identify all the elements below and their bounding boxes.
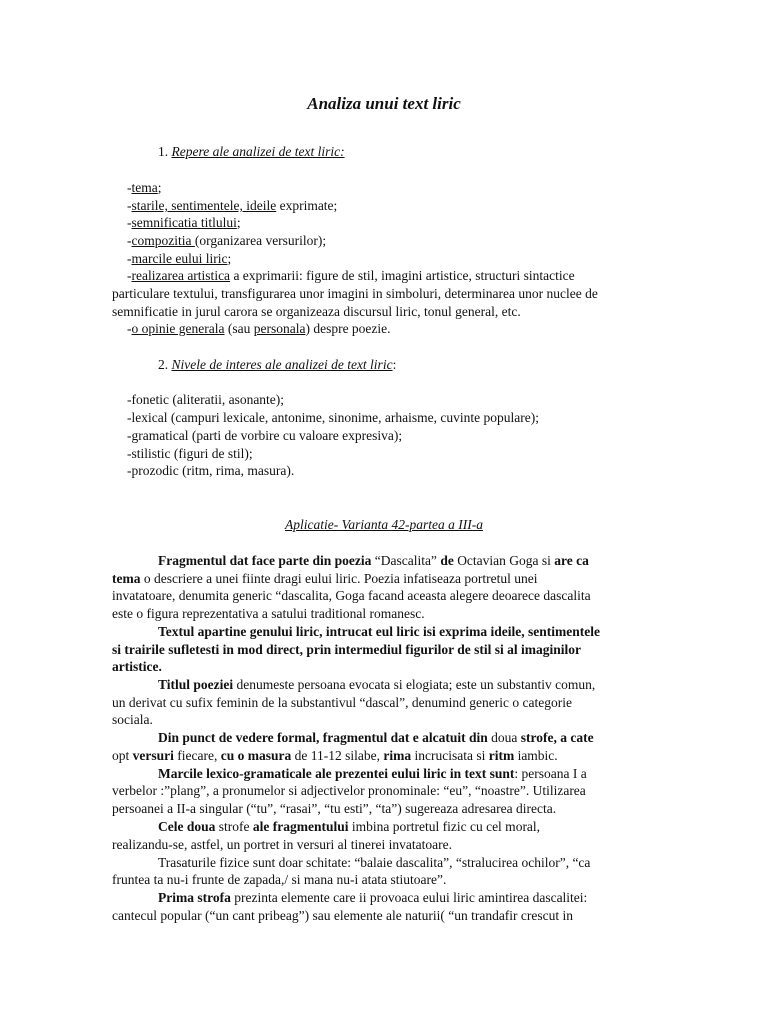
list-item: -tema; <box>127 180 162 195</box>
paragraph-line: Din punct de vedere formal, fragmentul dat e alcatuit din doua strofe, a cate <box>158 730 594 745</box>
paragraph-line: realizandu-se, astfel, un portret in versuri al tinerei invatatoare. <box>112 837 452 852</box>
paragraph-line: cantecul popular (“un cant pribeag”) sau elemente ale naturii( “un trandafir crescut in <box>112 908 574 923</box>
list-item: -stilistic (figuri de stil); <box>127 446 253 461</box>
paragraph-line: invatatoare, denumita generic “dascalita, Goga facand aceasta alegere deoarece dascalita <box>112 588 591 603</box>
list-item: -lexical (campuri lexicale, antonime, sinonime, arhaisme, cuvinte populare); <box>127 410 539 425</box>
section-2-heading: 2. Nivele de interes ale analizei de text liric: <box>158 357 397 372</box>
list-item: -marcile eului liric; <box>127 251 232 266</box>
list-item: -gramatical (parti de vorbire cu valoare expresiva); <box>127 428 403 443</box>
list-item: -compozitia (organizarea versurilor); <box>127 233 327 248</box>
paragraph-line: Fragmentul dat face parte din poezia “Dascalita” de Octavian Goga si are ca <box>158 553 589 568</box>
paragraph-line: un derivat cu sufix feminin de la substantivul “dascal”, denumind generic o categorie <box>112 695 572 710</box>
list-item-continuation: particulare textului, transfigurarea unor imagini in simboluri, determinarea unor nuclee de <box>112 286 598 301</box>
paragraph-line: Cele doua strofe ale fragmentului imbina portretul fizic cu cel moral, <box>158 819 541 834</box>
section-1-heading: 1. Repere ale analizei de text liric: <box>158 144 345 159</box>
paragraph-line: artistice. <box>112 659 162 674</box>
list-item: -starile, sentimentele, ideile exprimate; <box>127 198 338 213</box>
paragraph-line: Marcile lexico-gramaticale ale prezentei eului liric in text sunt: persoana I a <box>158 766 587 781</box>
paragraph-line: opt versuri fiecare, cu o masura de 11-12 silabe, rima incrucisata si ritm iambic. <box>112 748 558 763</box>
list-item: -fonetic (aliteratii, asonante); <box>127 392 285 407</box>
list-item: -semnificatia titlului; <box>127 215 241 230</box>
application-heading: Aplicatie- Varianta 42-partea a III-a <box>285 517 483 532</box>
paragraph-line: fruntea ta nu-i frunte de zapada,/ si mana nu-i atata stiutoare”. <box>112 872 447 887</box>
paragraph-line: persoanei a II-a singular (“tu”, “rasai”, “tu esti”, “ta”) sugereaza adresarea directa. <box>112 801 557 816</box>
paragraph-line: Titlul poeziei denumeste persoana evocata si elogiata; este un substantiv comun, <box>158 677 596 692</box>
paragraph-line: Trasaturile fizice sunt doar schitate: “balaie dascalita”, “stralucirea ochilor”, “ca <box>158 855 591 870</box>
paragraph-line: verbelor :”plang”, a pronumelor si adjectivelor pronominale: “eu”, “noastre”. Utilizarea <box>112 783 586 798</box>
list-item: -realizarea artistica a exprimarii: figure de stil, imagini artistice, structuri sintactice <box>127 268 575 283</box>
paragraph-line: este o figura reprezentativa a satului traditional romanesc. <box>112 606 425 621</box>
list-item: -o opinie generala (sau personala) despre poezie. <box>127 321 391 336</box>
list-item-continuation: semnificatie in jurul carora se organizeaza discursul liric, tonul general, etc. <box>112 304 521 319</box>
paragraph-line: si trairile sufletesti in mod direct, prin intermediul figurilor de stil si al imaginilor <box>112 642 581 657</box>
paragraph-line: sociala. <box>112 712 153 727</box>
paragraph-line: Prima strofa prezinta elemente care ii provoaca eului liric amintirea dascalitei: <box>158 890 588 905</box>
list-item: -prozodic (ritm, rima, masura). <box>127 463 295 478</box>
paragraph-line: Textul apartine genului liric, intrucat eul liric isi exprima ideile, sentimentele <box>158 624 600 639</box>
document-title: Analiza unui text liric <box>307 94 461 113</box>
paragraph-line: tema o descriere a unei fiinte dragi eului liric. Poezia infatiseaza portretul unei <box>112 571 538 586</box>
